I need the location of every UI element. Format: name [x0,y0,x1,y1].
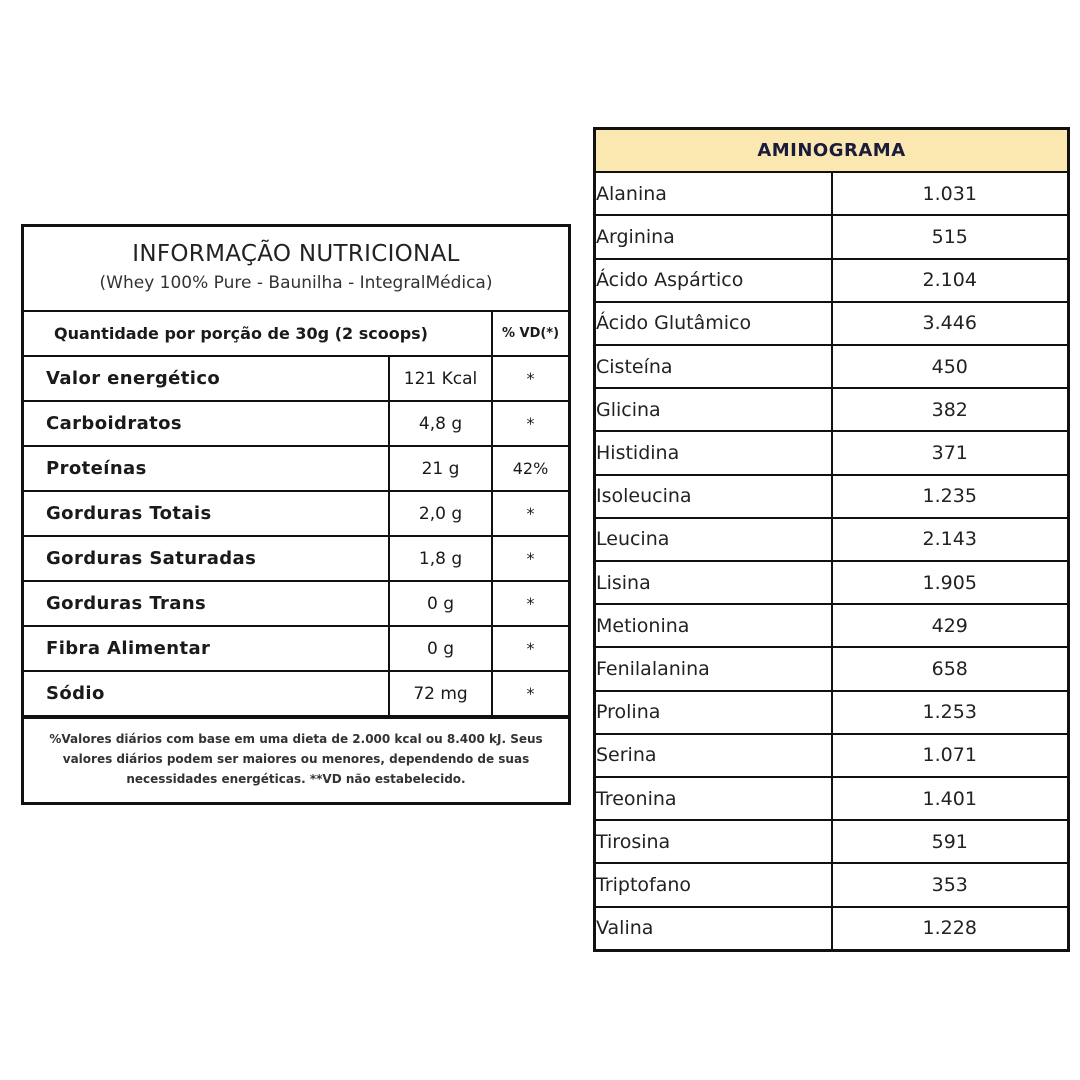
table-row [596,734,1067,777]
table-row [24,536,568,581]
nutrient-value: 2,0 g [389,491,492,536]
table-row [24,401,568,446]
nutrient-vd: 42% [492,446,568,491]
amino-name: Cisteína [596,345,832,388]
nutrient-label: Carboidratos [24,401,389,446]
aminogram-grid [596,130,1067,949]
nutrient-label: Gorduras Trans [24,581,389,626]
table-row [24,446,568,491]
amino-value: 450 [832,345,1068,388]
amino-value: 515 [832,215,1068,258]
nutrient-label: Valor energético [24,356,389,401]
table-row [596,647,1067,690]
table-row [596,518,1067,561]
amino-name: Prolina [596,691,832,734]
amino-value: 1.905 [832,561,1068,604]
amino-value: 2.104 [832,259,1068,302]
amino-value: 429 [832,604,1068,647]
nutrient-vd: * [492,491,568,536]
table-row [596,863,1067,906]
table-row [24,356,568,401]
aminogram-title: AMINOGRAMA [596,130,1067,172]
amino-name: Leucina [596,518,832,561]
nutrient-vd: * [492,626,568,671]
amino-value: 1.235 [832,475,1068,518]
portion-header: Quantidade por porção de 30g (2 scoops) [24,312,492,356]
amino-name: Valina [596,907,832,949]
amino-value: 1.253 [832,691,1068,734]
nutrient-value: 4,8 g [389,401,492,446]
nutrition-header [24,227,568,312]
table-row [596,604,1067,647]
nutrient-value: 1,8 g [389,536,492,581]
amino-name: Ácido Aspártico [596,259,832,302]
nutrition-footnote: %Valores diários com base em uma dieta de 2.000 kcal ou 8.400 kJ. Seus valores diários podem ser maiores ou menores, dependendo de suas necessidades energéticas. **VD não estabelecido. [24,717,568,789]
nutrient-vd: * [492,581,568,626]
amino-name: Lisina [596,561,832,604]
table-row [24,491,568,536]
nutrient-label: Gorduras Totais [24,491,389,536]
table-row [24,626,568,671]
amino-name: Alanina [596,172,832,215]
table-row [596,302,1067,345]
nutrient-value: 0 g [389,626,492,671]
amino-value: 353 [832,863,1068,906]
table-row [24,581,568,626]
amino-value: 1.228 [832,907,1068,949]
amino-name: Metionina [596,604,832,647]
table-row [24,671,568,716]
amino-name: Ácido Glutâmico [596,302,832,345]
nutrient-value: 72 mg [389,671,492,716]
table-row [596,345,1067,388]
amino-name: Treonina [596,777,832,820]
nutrition-subtitle: (Whey 100% Pure - Baunilha - IntegralMédica) [99,273,493,293]
nutrient-value: 121 Kcal [389,356,492,401]
nutrient-label: Proteínas [24,446,389,491]
table-row [596,431,1067,474]
amino-name: Tirosina [596,820,832,863]
aminogram-header-row [596,130,1067,172]
vd-header: % VD(*) [492,312,568,356]
table-row [596,259,1067,302]
amino-name: Glicina [596,388,832,431]
amino-name: Serina [596,734,832,777]
amino-name: Fenilalanina [596,647,832,690]
nutrition-title: INFORMAÇÃO NUTRICIONAL [132,241,460,267]
table-row [596,475,1067,518]
amino-value: 658 [832,647,1068,690]
amino-value: 1.401 [832,777,1068,820]
nutrient-label: Gorduras Saturadas [24,536,389,581]
amino-value: 1.071 [832,734,1068,777]
amino-name: Arginina [596,215,832,258]
nutrition-grid [24,312,568,717]
amino-value: 591 [832,820,1068,863]
nutrient-vd: * [492,536,568,581]
nutrient-vd: * [492,356,568,401]
amino-value: 371 [832,431,1068,474]
amino-value: 382 [832,388,1068,431]
table-row [596,215,1067,258]
amino-name: Histidina [596,431,832,474]
table-row [596,907,1067,949]
aminogram-table [593,127,1070,952]
nutrient-vd: * [492,401,568,446]
portion-header-row [24,312,568,356]
amino-name: Triptofano [596,863,832,906]
nutrient-vd: * [492,671,568,716]
table-row [596,820,1067,863]
amino-name: Isoleucina [596,475,832,518]
nutrient-value: 21 g [389,446,492,491]
nutrient-label: Fibra Alimentar [24,626,389,671]
nutrient-value: 0 g [389,581,492,626]
amino-value: 2.143 [832,518,1068,561]
table-row [596,561,1067,604]
amino-value: 3.446 [832,302,1068,345]
table-row [596,388,1067,431]
nutrient-label: Sódio [24,671,389,716]
nutrition-facts-table [21,224,571,805]
table-row [596,777,1067,820]
table-row [596,691,1067,734]
amino-value: 1.031 [832,172,1068,215]
table-row [596,172,1067,215]
